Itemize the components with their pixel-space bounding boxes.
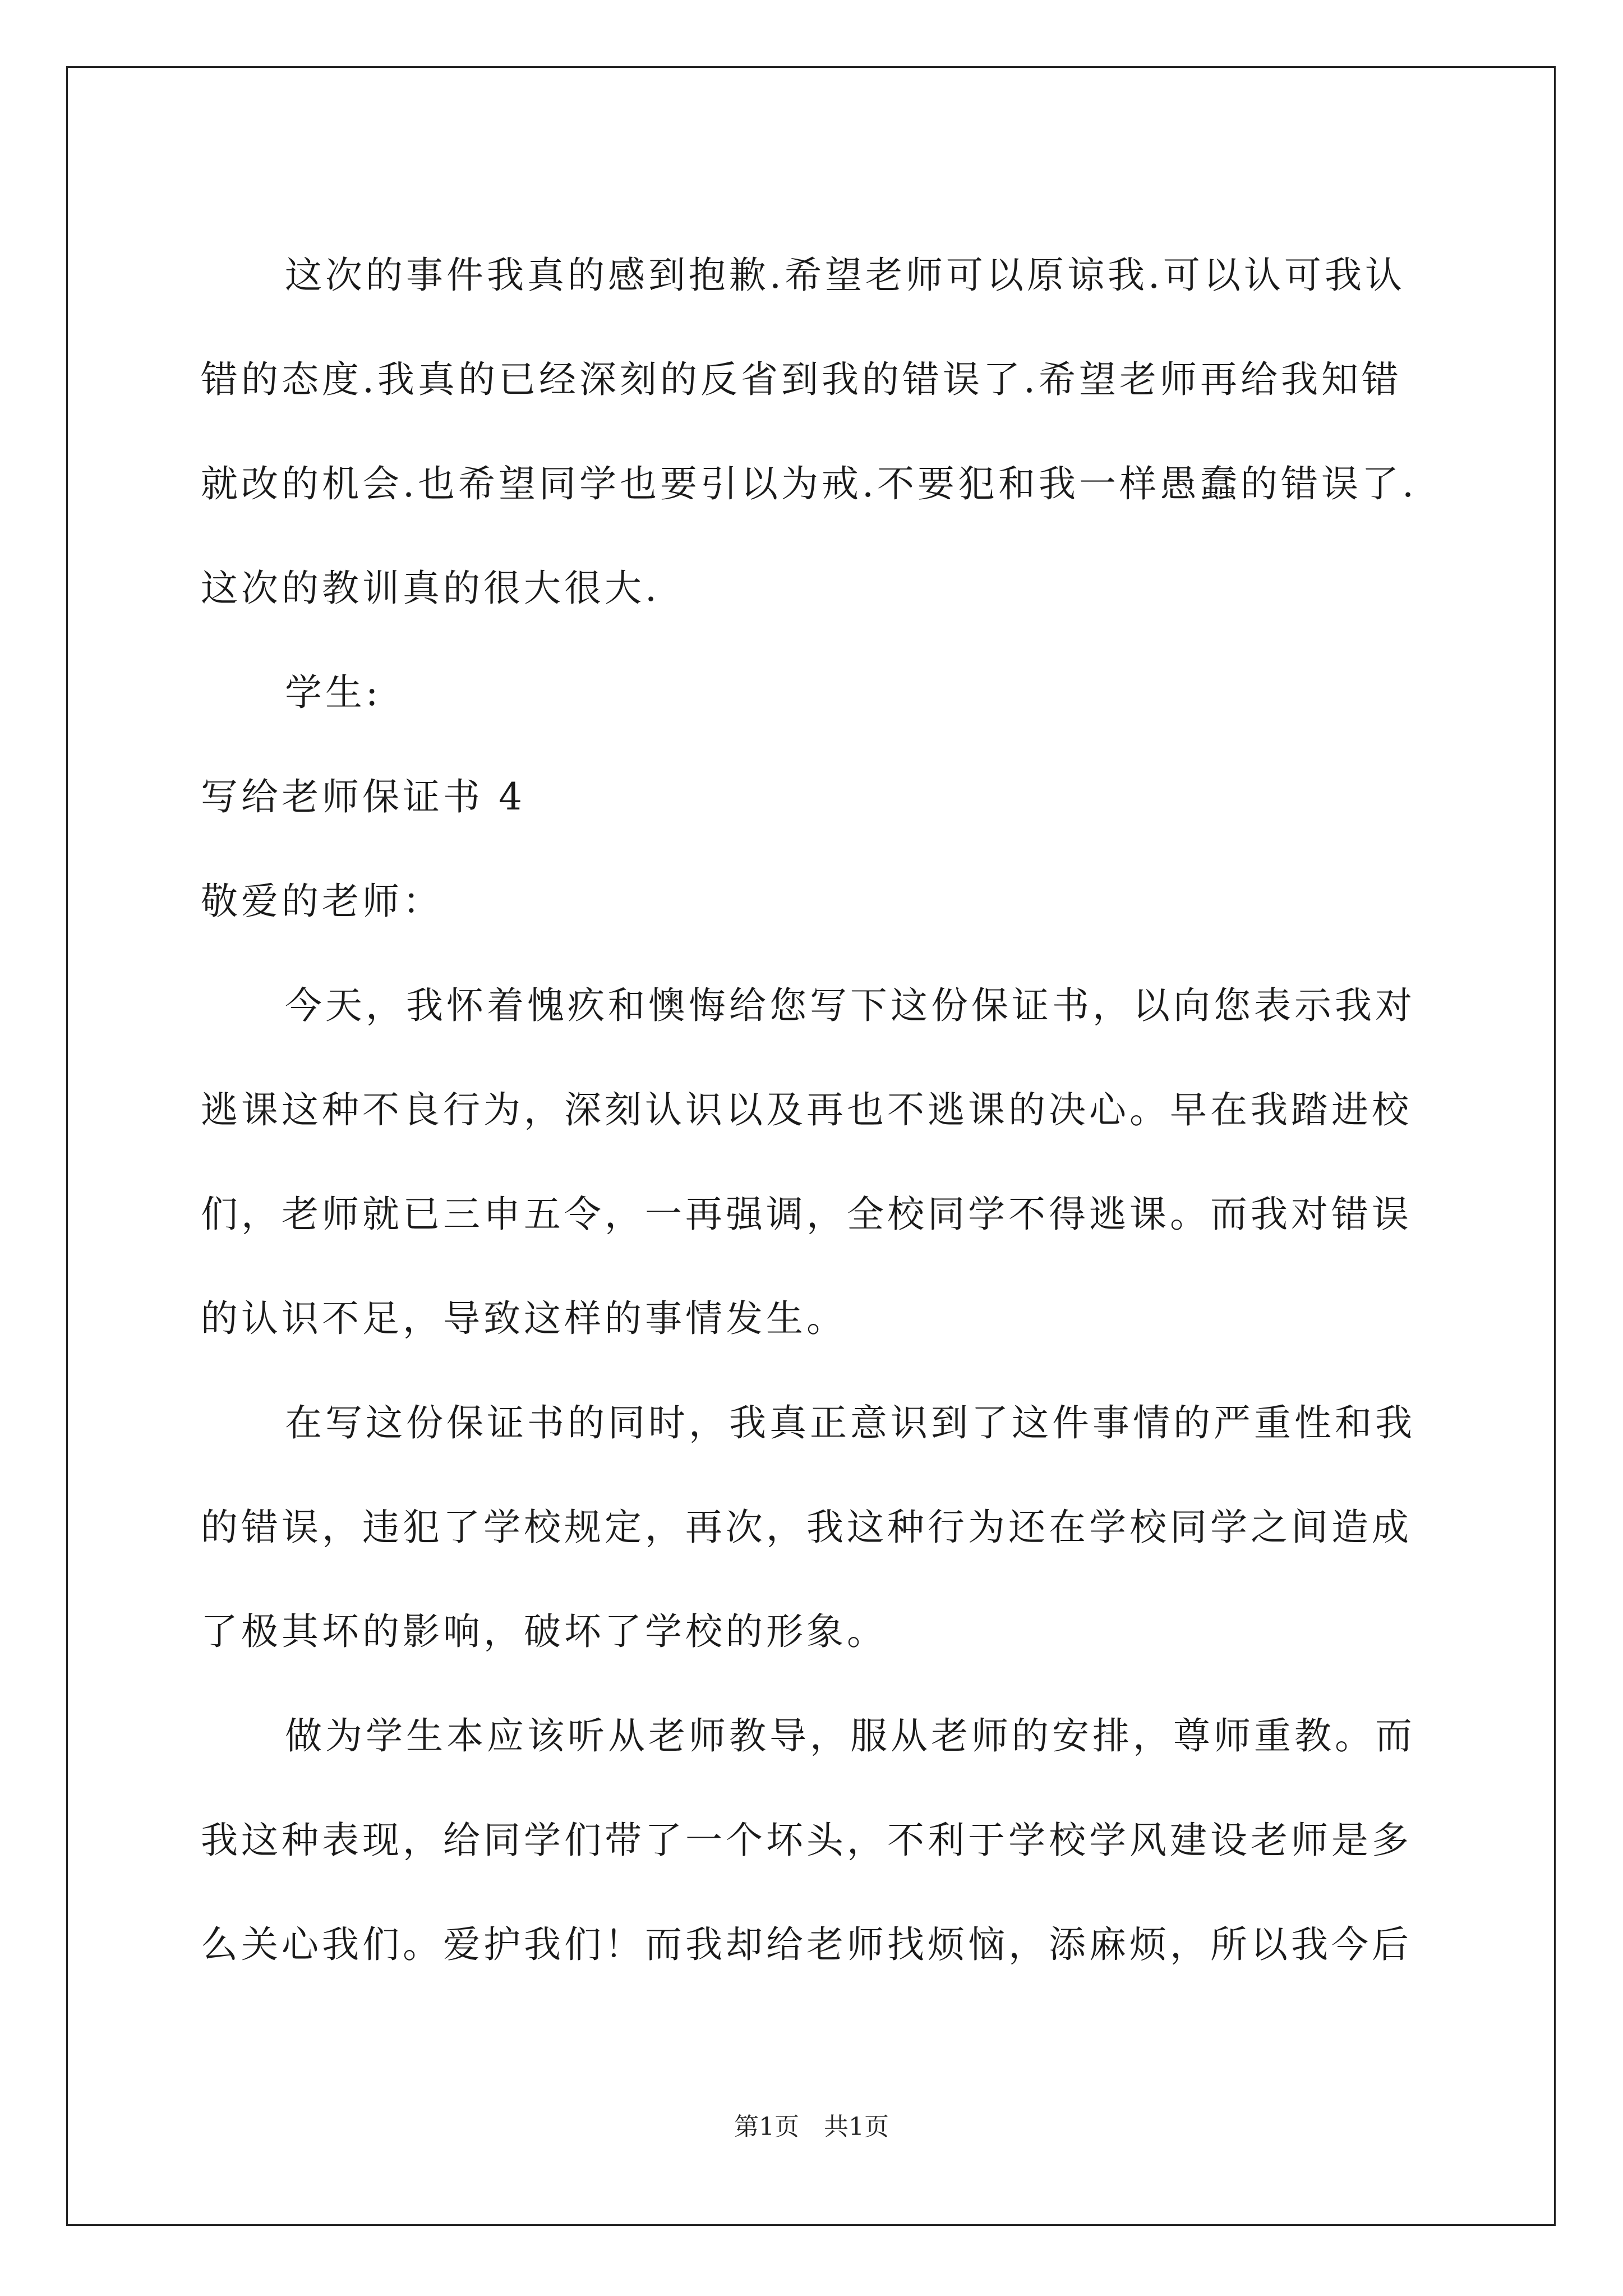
text-line: 错的态度.我真的已经深刻的反省到我的错误了.希望老师再给我知错 — [201, 358, 1402, 401]
text-line: 这次的教训真的很大很大. — [201, 567, 660, 610]
section-heading: 写给老师保证书 4 — [201, 775, 525, 818]
text-line: 么关心我们。爱护我们！而我却给老师找烦恼，添麻烦，所以我今后 — [201, 1923, 1412, 1966]
text-line: 的认识不足，导致这样的事情发生。 — [201, 1297, 847, 1340]
page-number-footer: 第1页 共1页 — [734, 2113, 889, 2141]
salutation: 敬爱的老师： — [201, 880, 443, 923]
text-line: 的错误，违犯了学校规定，再次，我这种行为还在学校同学之间造成 — [201, 1506, 1412, 1549]
text-line: 我这种表现，给同学们带了一个坏头，不利于学校学风建设老师是多 — [201, 1819, 1412, 1862]
text-line: 们，老师就已三申五令，一再强调，全校同学不得逃课。而我对错误 — [201, 1193, 1412, 1236]
signature-line: 学生: — [285, 671, 382, 714]
text-line: 做为学生本应该听从老师教导，服从老师的安排，尊师重教。而 — [285, 1714, 1415, 1757]
text-line: 今天，我怀着愧疚和懊悔给您写下这份保证书，以向您表示我对 — [285, 984, 1415, 1027]
text-line: 了极其坏的影响，破坏了学校的形象。 — [201, 1610, 887, 1653]
text-line: 这次的事件我真的感到抱歉.希望老师可以原谅我.可以认可我认 — [285, 254, 1405, 297]
text-line: 逃课这种不良行为，深刻认识以及再也不逃课的决心。早在我踏进校 — [201, 1088, 1412, 1131]
text-line: 就改的机会.也希望同学也要引以为戒.不要犯和我一样愚蠢的错误了. — [201, 462, 1417, 505]
document-body — [201, 223, 1429, 1997]
text-line: 在写这份保证书的同时，我真正意识到了这件事情的严重性和我 — [285, 1401, 1415, 1444]
